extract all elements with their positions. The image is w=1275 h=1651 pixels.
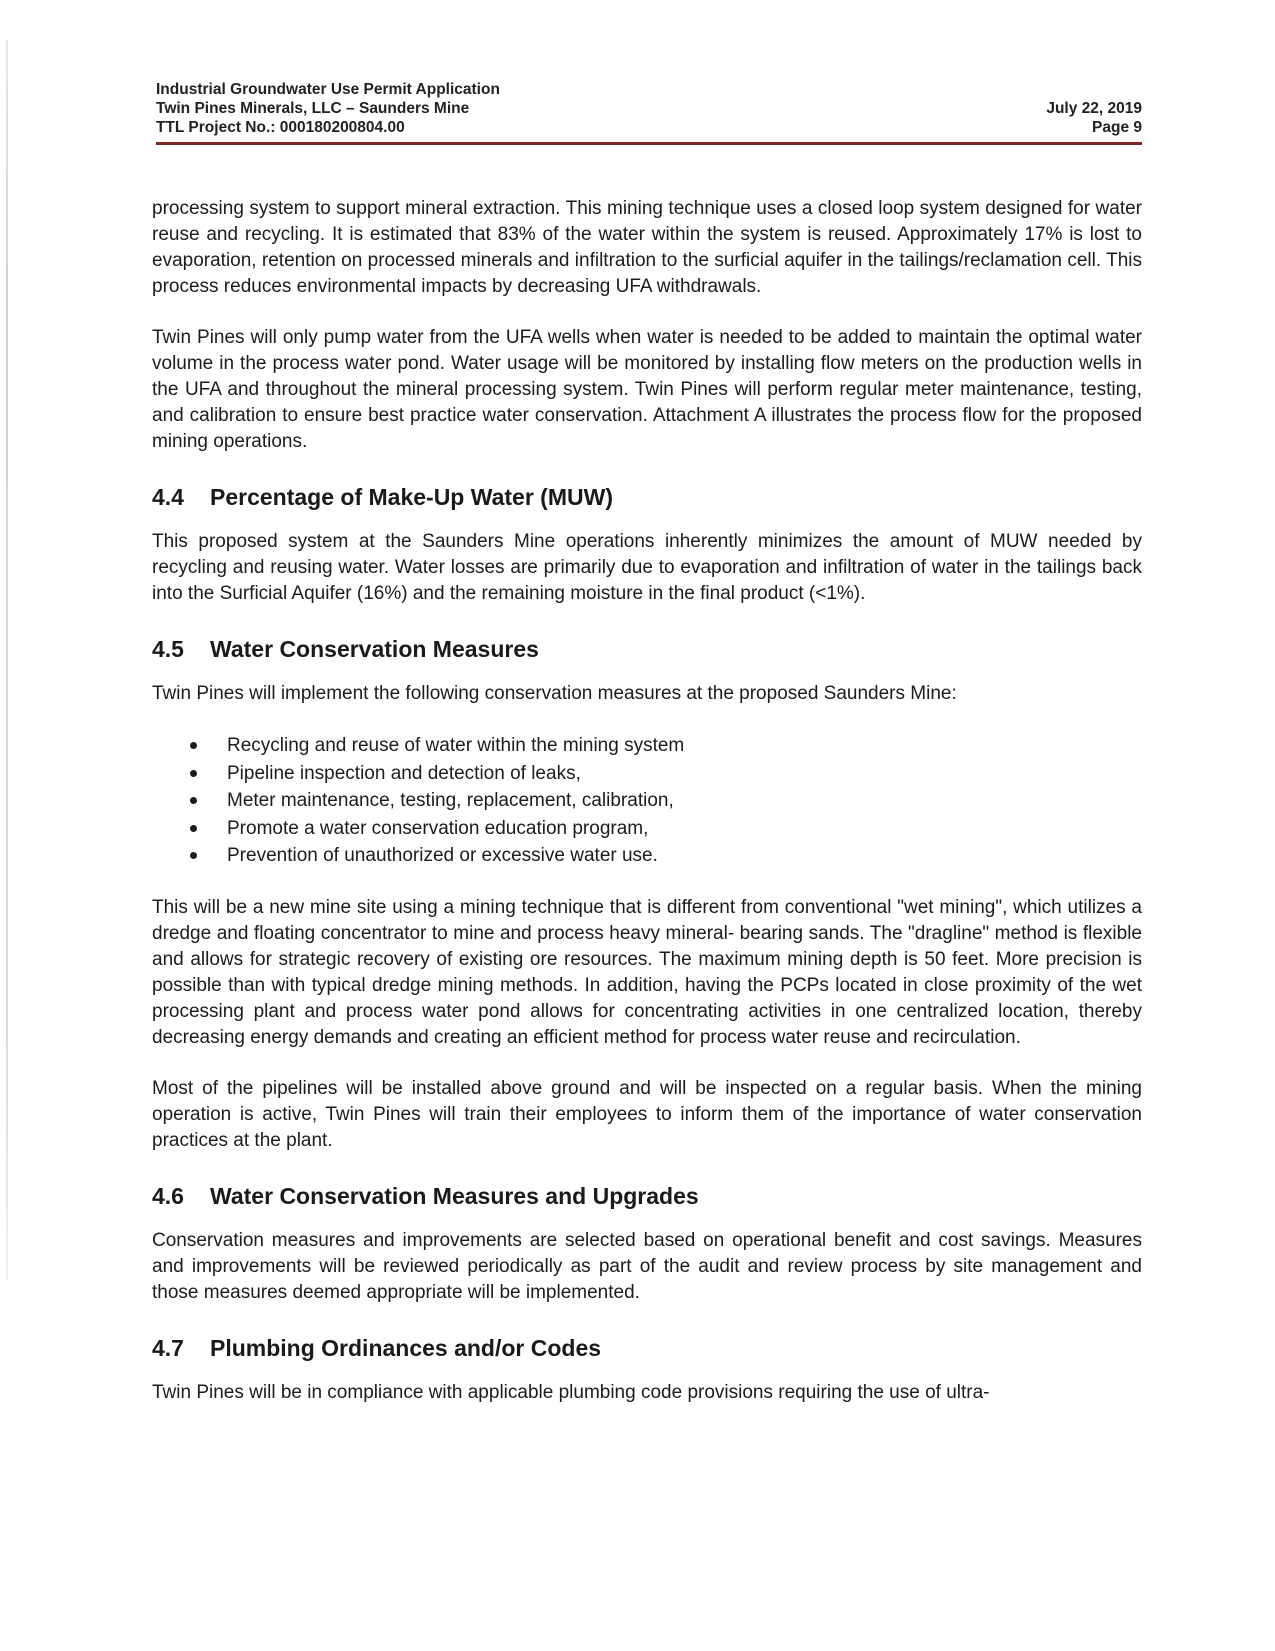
section-title: Water Conservation Measures and Upgrades xyxy=(210,1182,699,1209)
section-title: Percentage of Make-Up Water (MUW) xyxy=(210,484,613,510)
section-number: 4.4 xyxy=(152,484,184,510)
paragraph-ufa-wells: Twin Pines will only pump water from the UFA wells when water is needed to be added to maintain the optimal water volume in the process water pond. Water usage will be monitored by installing flow meters on the production wells in the UFA and throughout the mineral processing system. Twin Pines will perform regular meter maintenance, testing, and calibration to ensure best practice water conservation. Attachment A illustrates the process flow for the proposed mining operations. xyxy=(152,327,1142,452)
header-page-number: Page 9 xyxy=(1092,119,1142,136)
paragraph-conservation-intro: Twin Pines will implement the following conservation measures at the proposed Saunders Mine: xyxy=(152,683,957,704)
bullet-icon xyxy=(190,825,197,832)
header-rule xyxy=(156,142,1142,145)
section-heading-4-6 xyxy=(152,1182,1142,1210)
list-item: Promote a water conservation education program, xyxy=(190,815,1142,843)
paragraph-muw: This proposed system at the Saunders Mine operations inherently minimizes the amount of MUW needed by recycling and reusing water. Water losses are primarily due to evaporation and infiltration of water in the tailings back into the Surficial Aquifer (16%) and the remaining moisture in the final product (<1%). xyxy=(152,531,1142,604)
header-company: Twin Pines Minerals, LLC – Saunders Mine xyxy=(156,100,470,117)
list-item: Recycling and reuse of water within the mining system xyxy=(190,732,1142,760)
section-number: 4.7 xyxy=(152,1334,184,1361)
section-number: 4.5 xyxy=(152,636,184,662)
bullet-icon xyxy=(190,852,197,859)
paragraph-upgrades: Conservation measures and improvements are selected based on operational benefit and cost savings. Measures and improvements will be reviewed periodically as part of the audit and review process by site management and those measures deemed appropriate will be implemented. xyxy=(152,1229,1142,1303)
bullet-icon xyxy=(190,797,197,804)
scan-edge-shadow xyxy=(6,40,8,1280)
list-item: Prevention of unauthorized or excessive water use. xyxy=(190,842,1142,870)
page-header xyxy=(156,80,1142,137)
header-right xyxy=(1046,80,1142,137)
bullet-icon xyxy=(190,770,197,777)
section-title: Plumbing Ordinances and/or Codes xyxy=(210,1334,602,1361)
section-heading-4-4 xyxy=(152,483,1142,511)
list-item: Pipeline inspection and detection of leaks, xyxy=(190,760,1142,788)
header-date: July 22, 2019 xyxy=(1046,100,1142,117)
list-item: Meter maintenance, testing, replacement, calibration, xyxy=(190,787,1142,815)
paragraph-mining-technique: This will be a new mine site using a mining technique that is different from conventional "wet mining", which utilizes a dredge and floating concentrator to mine and process heavy mineral- bearing sands. The "dragline" method is flexible and allows for strategic recovery of existing ore resources. The maximum mining depth is 50 feet. More precision is possible than with typical dredge mining methods. In addition, having the PCPs located in close proximity of the wet processing plant and process water pond allows for concentrating activities in one centralized location, thereby decreasing energy demands and creating an efficient method for process water reuse and recirculation. xyxy=(152,896,1142,1048)
section-number: 4.6 xyxy=(152,1182,184,1209)
section-title: Water Conservation Measures xyxy=(210,636,539,662)
paragraph-plumbing: Twin Pines will be in compliance with applicable plumbing code provisions requiring the use of ultra- xyxy=(152,1381,990,1403)
paragraph-pipelines: Most of the pipelines will be installed above ground and will be inspected on a regular basis. When the mining operation is active, Twin Pines will train their employees to inform them of the importance of water conservation practices at the plant. xyxy=(152,1077,1142,1151)
section-heading-4-7 xyxy=(152,1334,1142,1362)
section-heading-4-5 xyxy=(152,635,1142,663)
header-project-number: TTL Project No.: 000180200804.00 xyxy=(156,119,405,136)
bullet-icon xyxy=(190,742,197,749)
conservation-measures-list xyxy=(152,732,1142,870)
paragraph-process-system: processing system to support mineral extraction. This mining technique uses a closed loop system designed for water reuse and recycling. It is estimated that 83% of the water within the system is reused. Approximately 17% is lost to evaporation, retention on processed minerals and infiltration to the surficial aquifer in the tailings/reclamation cell. This process reduces environmental impacts by decreasing UFA withdrawals. xyxy=(152,198,1142,297)
header-left xyxy=(156,80,500,137)
header-doc-title: Industrial Groundwater Use Permit Application xyxy=(156,81,500,98)
page-body xyxy=(152,196,1142,1431)
